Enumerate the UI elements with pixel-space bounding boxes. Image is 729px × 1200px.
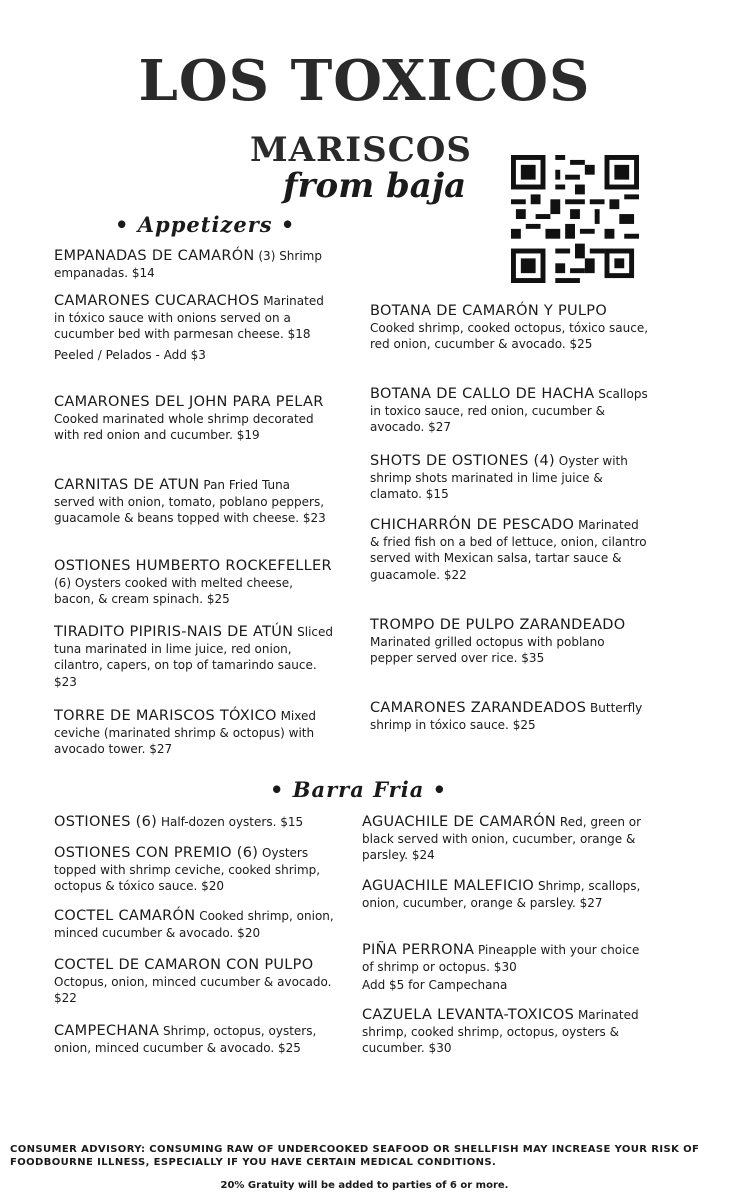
- section-title-barra-fria: • Barra Fria •: [270, 777, 448, 802]
- item-name: TROMPO DE PULPO ZARANDEADO: [370, 617, 626, 633]
- item-description: Marinated shrimp, cooked shrimp, octopus, oysters & cucumber. $30: [362, 1008, 639, 1055]
- menu-item: [370, 517, 650, 583]
- item-name: TIRADITO PIPIRIS-NAIS DE ATÚN: [54, 624, 294, 640]
- menu-item: [54, 1023, 334, 1056]
- menu-item: [54, 394, 334, 444]
- item-description: Shrimp, octopus, oysters, onion, minced cucumber & avocado. $25: [54, 1024, 317, 1055]
- item-description: Pan Fried Tuna served with onion, tomato, poblano peppers, guacamole & beans topped with cheese. $23: [54, 478, 326, 525]
- item-description: Sliced tuna marinated in lime juice, red onion, cilantro, capers, on top of tamarindo sauce. $23: [54, 625, 333, 689]
- item-name: CAZUELA LEVANTA-TOXICOS: [362, 1007, 575, 1023]
- item-name: TORRE DE MARISCOS TÓXICO: [54, 708, 277, 724]
- item-description: Scallops in toxico sauce, red onion, cucumber & avocado. $27: [370, 387, 648, 434]
- qr-code-icon[interactable]: [510, 155, 640, 283]
- item-name: CARNITAS DE ATUN: [54, 477, 200, 493]
- menu-item: [54, 248, 334, 281]
- item-name: AGUACHILE MALEFICIO: [362, 878, 535, 894]
- gratuity-note: 20% Gratuity will be added to parties of 6 or more.: [220, 1180, 509, 1191]
- item-description: Marinated grilled octopus with poblano pepper served over rice. $35: [370, 634, 605, 665]
- item-description: Cooked marinated whole shrimp decorated with red onion and cucumber. $19: [54, 411, 314, 442]
- menu-item: [370, 617, 650, 667]
- item-description: Half-dozen oysters. $15: [157, 815, 304, 829]
- menu-item: [362, 1007, 652, 1057]
- consumer-advisory: CONSUMER ADVISORY: CONSUMING RAW OF UNDERCOOKED SEAFOOD OR SHELLFISH MAY INCREASE YOUR RISK OF FOODBOURNE ILLNESS, ESPECIALLY IF YOU HAVE CERTAIN MEDICAL CONDITIONS.: [10, 1144, 700, 1168]
- menu-item: [54, 477, 334, 527]
- item-description: Cooked shrimp, onion, minced cucumber & avocado. $20: [54, 909, 334, 940]
- item-name: BOTANA DE CAMARÓN Y PULPO: [370, 303, 608, 319]
- item-description: Marinated in tóxico sauce with onions served on a cucumber bed with parmesan cheese. $18: [54, 294, 324, 341]
- item-description: Cooked shrimp, cooked octopus, tóxico sauce, red onion, cucumber & avocado. $25: [370, 320, 649, 351]
- item-description: Oyster with shrimp shots marinated in lime juice & clamato. $15: [370, 454, 628, 501]
- menu-item: [54, 293, 334, 363]
- item-name: OSTIONES HUMBERTO ROCKEFELLER: [54, 558, 332, 574]
- item-name: EMPANADAS DE CAMARÓN: [54, 248, 255, 264]
- menu-item: [54, 957, 344, 1007]
- item-name: OSTIONES CON PREMIO (6): [54, 845, 259, 861]
- menu-item: [370, 453, 650, 503]
- restaurant-tagline: from baja: [283, 166, 467, 206]
- menu-item: [370, 700, 650, 733]
- restaurant-subtitle: MARISCOS: [250, 130, 472, 170]
- item-name: BOTANA DE CALLO DE HACHA: [370, 386, 595, 402]
- item-description: Mixed ceviche (marinated shrimp & octopus) with avocado tower. $27: [54, 709, 316, 756]
- menu-item: [362, 942, 642, 994]
- item-name: OSTIONES (6): [54, 814, 158, 830]
- item-description: Marinated & fried fish on a bed of lettuce, onion, cilantro served with Mexican salsa, tartar sauce & guacamole. $22: [370, 518, 647, 582]
- item-description: (6) Oysters cooked with melted cheese, bacon, & cream spinach. $25: [54, 575, 293, 606]
- item-description: Butterfly shrimp in tóxico sauce. $25: [370, 701, 643, 732]
- item-name: COCTEL CAMARÓN: [54, 908, 196, 924]
- menu-item: [370, 386, 650, 436]
- menu-item: [362, 878, 652, 911]
- item-description: Pineapple with your choice of shrimp or octopus. $30: [362, 943, 640, 974]
- item-description: Shrimp, scallops, onion, cucumber, orange & parsley. $27: [362, 879, 641, 910]
- item-name: AGUACHILE DE CAMARÓN: [362, 814, 557, 830]
- item-name: CAMPECHANA: [54, 1023, 160, 1039]
- item-name: SHOTS DE OSTIONES (4): [370, 453, 555, 469]
- item-description: (3) Shrimp empanadas. $14: [54, 249, 322, 280]
- item-name: CAMARONES ZARANDEADOS: [370, 700, 587, 716]
- restaurant-title: LOS TOXICOS: [138, 48, 591, 114]
- item-name: CAMARONES DEL JOHN PARA PELAR: [54, 394, 324, 410]
- menu-item: [362, 814, 652, 864]
- section-title-appetizers: • Appetizers •: [115, 212, 296, 237]
- item-description: Red, green or black served with onion, cucumber, orange & parsley. $24: [362, 815, 642, 862]
- menu-item: [54, 908, 334, 941]
- item-name: CHICHARRÓN DE PESCADO: [370, 517, 575, 533]
- menu-item: [54, 845, 334, 895]
- item-extra: Add $5 for Campechana: [362, 978, 508, 992]
- menu-item: [370, 303, 650, 353]
- item-extra: Peeled / Pelados - Add $3: [54, 347, 206, 362]
- item-name: PIÑA PERRONA: [362, 942, 475, 958]
- menu-item: [54, 624, 334, 690]
- item-description: Oysters topped with shrimp ceviche, cooked shrimp, octopus & tóxico sauce. $20: [54, 846, 321, 893]
- item-description: Octopus, onion, minced cucumber & avocado. $22: [54, 974, 332, 1005]
- item-name: CAMARONES CUCARACHOS: [54, 293, 260, 309]
- menu-item: [54, 708, 334, 758]
- item-name: COCTEL DE CAMARON CON PULPO: [54, 957, 314, 973]
- menu-item: [54, 558, 334, 608]
- menu-item: [54, 814, 344, 831]
